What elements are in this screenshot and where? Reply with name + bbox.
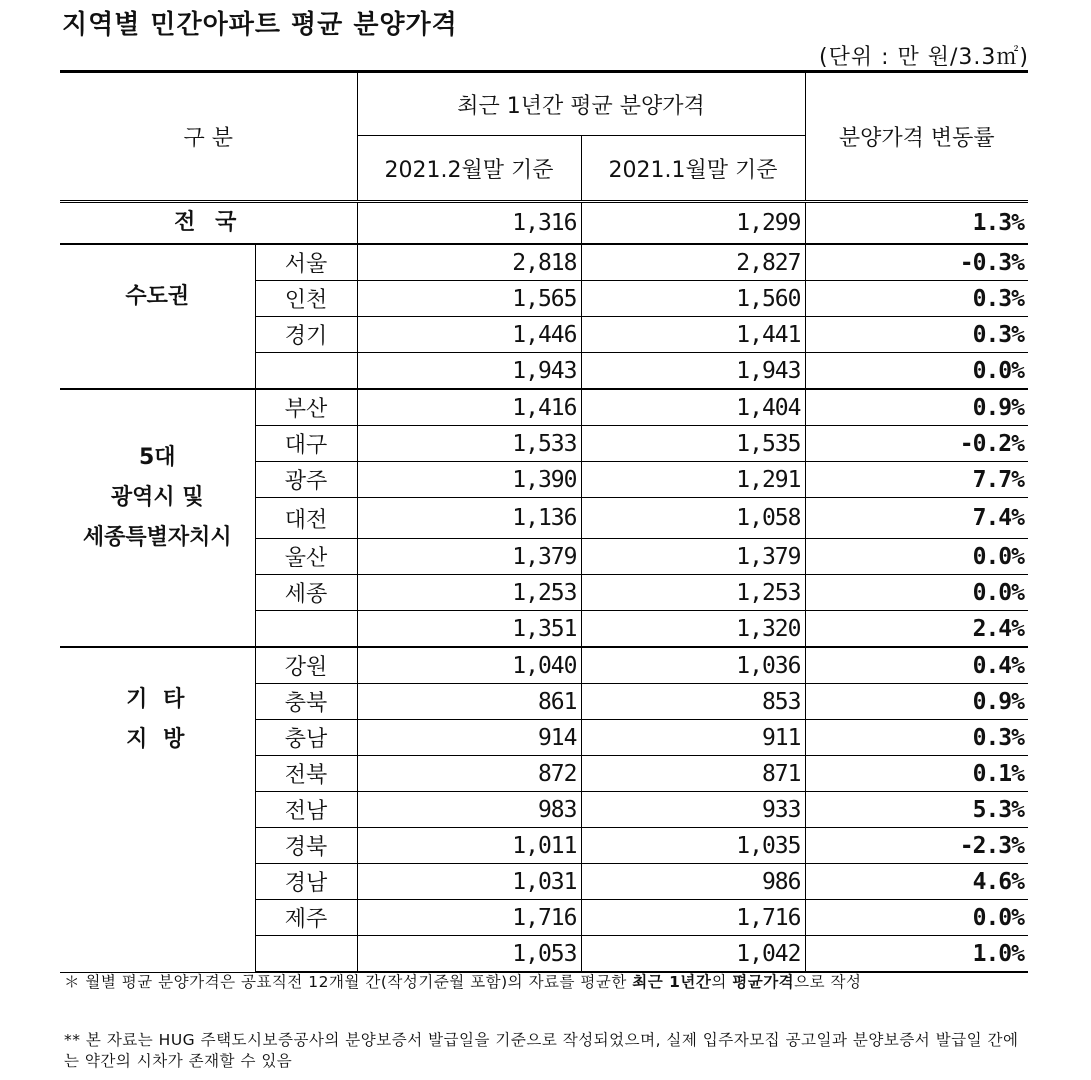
jan-cell: 1,560	[581, 281, 805, 317]
footnote-1-bold2: 평균가격	[732, 973, 795, 991]
national-change: 1.3%	[805, 202, 1028, 245]
jan-header: 2021.1월말 기준	[581, 136, 805, 202]
page-title: 지역별 민간아파트 평균 분양가격	[62, 10, 458, 40]
change-cell: 0.9%	[805, 684, 1028, 720]
region-cell: 전남	[255, 792, 357, 828]
jan-cell: 1,035	[581, 828, 805, 864]
region-cell: 대구	[255, 426, 357, 462]
jan-cell: 853	[581, 684, 805, 720]
footnote-2: ** 본 자료는 HUG 주택도시보증공사의 분양보증서 발급일을 기준으로 작성되었으며, 실제 입주자모집 공고일과 분양보증서 발급일 간에는 약간의 시차가 존재할 수 있음	[64, 1031, 1019, 1070]
other-label-line2: 지 방	[126, 727, 189, 752]
footnote-1-pre: ＊ 월별 평균 분양가격은 공표직전 12개월 간(작성기준월 포함)의 자료를 평균한	[64, 973, 633, 991]
feb-cell: 1,390	[357, 462, 581, 498]
jan-cell: 933	[581, 792, 805, 828]
capital-label	[60, 244, 255, 389]
change-cell: 0.3%	[805, 281, 1028, 317]
region-cell: 광주	[255, 462, 357, 498]
subtotal-blank	[255, 611, 357, 648]
jan-cell: 1,058	[581, 498, 805, 539]
jan-cell: 1,404	[581, 389, 805, 426]
unit-label: (단위 : 만 원/3.3㎡)	[819, 45, 1029, 70]
table-row	[60, 389, 1028, 426]
metro-label-line3: 세종특별자치시	[82, 525, 232, 550]
subtotal-jan: 1,943	[581, 353, 805, 390]
subtotal-jan: 1,042	[581, 936, 805, 973]
change-cell: -0.3%	[805, 244, 1028, 281]
region-cell: 인천	[255, 281, 357, 317]
footnote-1	[64, 972, 1028, 993]
change-cell: 0.4%	[805, 647, 1028, 684]
table-row	[60, 244, 1028, 281]
region-cell: 전북	[255, 756, 357, 792]
region-cell: 경북	[255, 828, 357, 864]
change-cell: 5.3%	[805, 792, 1028, 828]
avg-group-header: 최근 1년간 평균 분양가격	[357, 72, 805, 136]
change-cell: 7.7%	[805, 462, 1028, 498]
subtotal-change: 1.0%	[805, 936, 1028, 973]
change-cell: 0.1%	[805, 756, 1028, 792]
jan-cell: 871	[581, 756, 805, 792]
jan-cell: 1,441	[581, 317, 805, 353]
jan-cell: 1,036	[581, 647, 805, 684]
subtotal-blank	[255, 353, 357, 390]
subtotal-feb: 1,351	[357, 611, 581, 648]
feb-cell: 2,818	[357, 244, 581, 281]
jan-cell: 2,827	[581, 244, 805, 281]
feb-cell: 1,253	[357, 575, 581, 611]
region-cell: 충북	[255, 684, 357, 720]
region-cell: 울산	[255, 539, 357, 575]
price-table	[60, 70, 1028, 973]
footnote-1-post: 으로 작성	[794, 973, 862, 991]
metro-label	[60, 389, 255, 647]
feb-cell: 1,040	[357, 647, 581, 684]
other-label	[60, 647, 255, 972]
change-cell: -0.2%	[805, 426, 1028, 462]
subtotal-change: 0.0%	[805, 353, 1028, 390]
region-cell: 충남	[255, 720, 357, 756]
subtotal-change: 2.4%	[805, 611, 1028, 648]
feb-cell: 1,446	[357, 317, 581, 353]
subtotal-feb: 1,053	[357, 936, 581, 973]
region-cell: 서울	[255, 244, 357, 281]
change-cell: 7.4%	[805, 498, 1028, 539]
metro-label-line2: 광역시 및	[110, 485, 204, 510]
feb-cell: 914	[357, 720, 581, 756]
footnote-1-mid: 의	[711, 973, 733, 991]
jan-cell: 986	[581, 864, 805, 900]
region-cell: 강원	[255, 647, 357, 684]
metro-label-line1: 5대	[138, 445, 176, 470]
region-cell: 경기	[255, 317, 357, 353]
table-row	[60, 647, 1028, 684]
capital-label-text: 수도권	[125, 283, 190, 309]
change-cell: 0.0%	[805, 575, 1028, 611]
feb-cell: 872	[357, 756, 581, 792]
subtotal-feb: 1,943	[357, 353, 581, 390]
change-cell: 0.3%	[805, 317, 1028, 353]
change-cell: 0.0%	[805, 539, 1028, 575]
subtotal-blank	[255, 936, 357, 973]
region-cell: 세종	[255, 575, 357, 611]
other-label-line1: 기 타	[126, 687, 189, 712]
change-cell: 4.6%	[805, 864, 1028, 900]
jan-cell: 911	[581, 720, 805, 756]
feb-cell: 1,716	[357, 900, 581, 936]
jan-cell: 1,716	[581, 900, 805, 936]
feb-cell: 1,416	[357, 389, 581, 426]
region-cell: 대전	[255, 498, 357, 539]
change-cell: 0.0%	[805, 900, 1028, 936]
jan-cell: 1,291	[581, 462, 805, 498]
change-cell: -2.3%	[805, 828, 1028, 864]
jan-cell: 1,535	[581, 426, 805, 462]
feb-cell: 1,565	[357, 281, 581, 317]
feb-cell: 1,031	[357, 864, 581, 900]
region-cell: 제주	[255, 900, 357, 936]
feb-cell: 1,533	[357, 426, 581, 462]
national-jan: 1,299	[581, 202, 805, 245]
national-label: 전 국	[60, 202, 357, 245]
footnote-1-bold1: 최근 1년간	[632, 973, 712, 991]
national-row	[60, 202, 1028, 245]
jan-cell: 1,379	[581, 539, 805, 575]
header-row-1	[60, 72, 1028, 136]
feb-header: 2021.2월말 기준	[357, 136, 581, 202]
feb-cell: 861	[357, 684, 581, 720]
national-feb: 1,316	[357, 202, 581, 245]
region-cell: 경남	[255, 864, 357, 900]
region-cell: 부산	[255, 389, 357, 426]
change-cell: 0.9%	[805, 389, 1028, 426]
subtotal-jan: 1,320	[581, 611, 805, 648]
feb-cell: 983	[357, 792, 581, 828]
feb-cell: 1,011	[357, 828, 581, 864]
change-header: 분양가격 변동률	[805, 72, 1028, 202]
jan-cell: 1,253	[581, 575, 805, 611]
category-header: 구 분	[60, 72, 357, 202]
feb-cell: 1,379	[357, 539, 581, 575]
change-cell: 0.3%	[805, 720, 1028, 756]
feb-cell: 1,136	[357, 498, 581, 539]
